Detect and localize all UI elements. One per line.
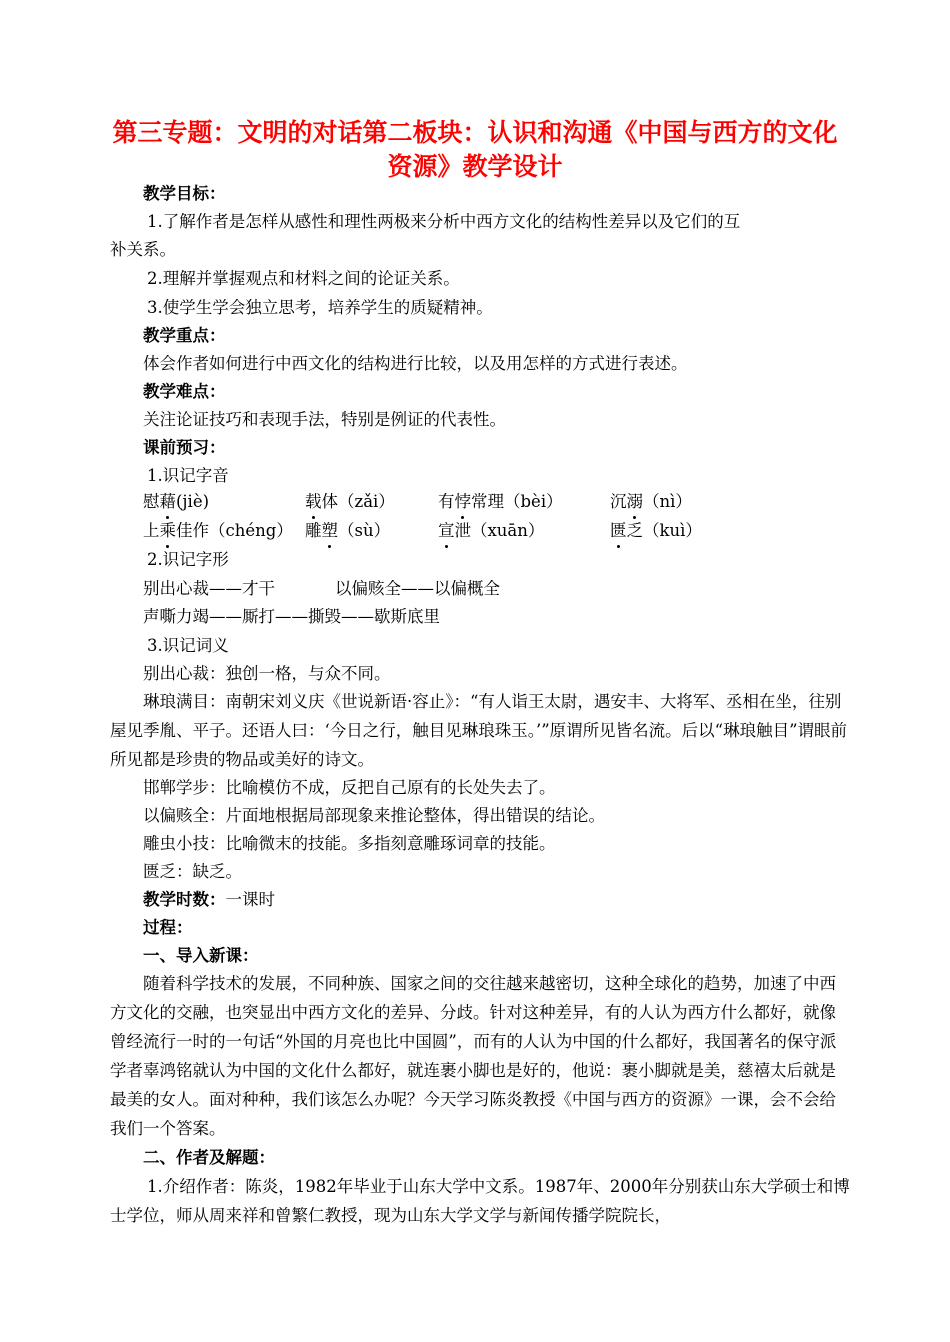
pronunciation-item: 载体（zǎi） <box>305 488 395 516</box>
preview-heading: 课前预习： <box>143 438 226 457</box>
pronunciation-heading: 1.识记字音 <box>147 466 229 485</box>
difficulties-text: 关注论证技巧和表现手法，特别是例证的代表性。 <box>143 410 506 429</box>
vocabulary-heading: 3.识记词义 <box>147 636 229 655</box>
author-paragraph: 1.介绍作者：陈炎，1982年毕业于山东大学中文系。1987年、2000年分别获山东大学硕士和博士学位，师从周来祥和曾繁仁教授，现为山东大学文学与新闻传播学院院长， <box>110 1177 850 1225</box>
glyph-form-item: 以偏赅全——以偏概全 <box>335 579 500 598</box>
pronunciation-item: 慰藉(jiè) <box>143 488 209 516</box>
difficulties-heading: 教学难点： <box>143 382 226 401</box>
vocabulary-item: 雕虫小技：比喻微末的技能。多指刻意雕琢词章的技能。 <box>143 834 556 853</box>
goal-item-1b: 补关系。 <box>110 240 176 259</box>
intro-paragraph: 随着科学技术的发展，不同种族、国家之间的交往越来越密切，这种全球化的趋势，加速了中西方文化的交融，也突显出中西方文化的差异、分歧。针对这种差异，有的人认为西方什么都好，就像曾经流行一时的一句话“外国的月亮也比中国圆”，而有的人认为中国的什么都好，我国著名的保守派学者辜鸿铭就认为中国的文化什么都好，就连裹小脚也是好的，他说：裹小脚就是美，慈禧太后就是最美的女人。面对种种，我们该怎么办呢？今天学习陈炎教授《中国与西方的资源》一课，会不会给我们一个答案。 <box>110 974 837 1138</box>
pronunciation-item: 有悖常理（bèi） <box>438 488 563 516</box>
intro-heading: 一、导入新课： <box>143 946 259 965</box>
glyph-form-item: 声嘶力竭——厮打——撕毁——歇斯底里 <box>143 607 440 626</box>
vocabulary-item: 匮乏：缺乏。 <box>143 862 242 881</box>
key-points-text: 体会作者如何进行中西文化的结构进行比较，以及用怎样的方式进行表述。 <box>143 354 688 373</box>
vocabulary-item: 琳琅满目：南朝宋刘义庆《世说新语·容止》：“有人诣王太尉，遇安丰、大将军、丞相在坐，往别屋见季胤、平子。还语人曰：‘今日之行，触目见琳琅珠玉。’”原谓所见皆名流。后以“琳琅触目”谓眼前所见都是珍贵的物品或美好的诗文。 <box>110 692 848 769</box>
author-heading: 二、作者及解题： <box>143 1148 275 1167</box>
key-points-heading: 教学重点： <box>143 326 226 345</box>
teaching-hours: 教学时数：一课时 <box>143 890 275 909</box>
document-title-line-1: 第三专题：文明的对话第二板块：认识和沟通《中国与西方的文化 <box>112 118 838 147</box>
process-heading: 过程： <box>143 918 193 937</box>
pronunciation-item: 匮乏（kuì） <box>610 517 702 545</box>
pronunciation-item: 上乘佳作（chéng） <box>143 517 293 545</box>
glyph-form-heading: 2.识记字形 <box>147 550 229 569</box>
pronunciation-item: 宣泄（xuān） <box>438 517 544 545</box>
goal-item-3: 3.使学生学会独立思考，培养学生的质疑精神。 <box>147 298 493 317</box>
pronunciation-item: 沉溺（nì） <box>610 488 692 516</box>
vocabulary-item: 以偏赅全：片面地根据局部现象来推论整体，得出错误的结论。 <box>143 806 605 825</box>
document-title-line-2: 资源》教学设计 <box>387 152 563 181</box>
vocabulary-item: 别出心裁：独创一格，与众不同。 <box>143 664 391 683</box>
pronunciation-item: 雕塑（sù） <box>305 517 390 545</box>
goal-item-2: 2.理解并掌握观点和材料之间的论证关系。 <box>147 269 460 288</box>
glyph-form-item: 别出心裁——才干 <box>143 579 275 598</box>
goal-item-1a: 1.了解作者是怎样从感性和理性两极来分析中西方文化的结构性差异以及它们的互 <box>147 212 741 231</box>
goals-heading: 教学目标： <box>143 184 226 203</box>
vocabulary-item: 邯郸学步：比喻模仿不成，反把自己原有的长处失去了。 <box>143 778 556 797</box>
